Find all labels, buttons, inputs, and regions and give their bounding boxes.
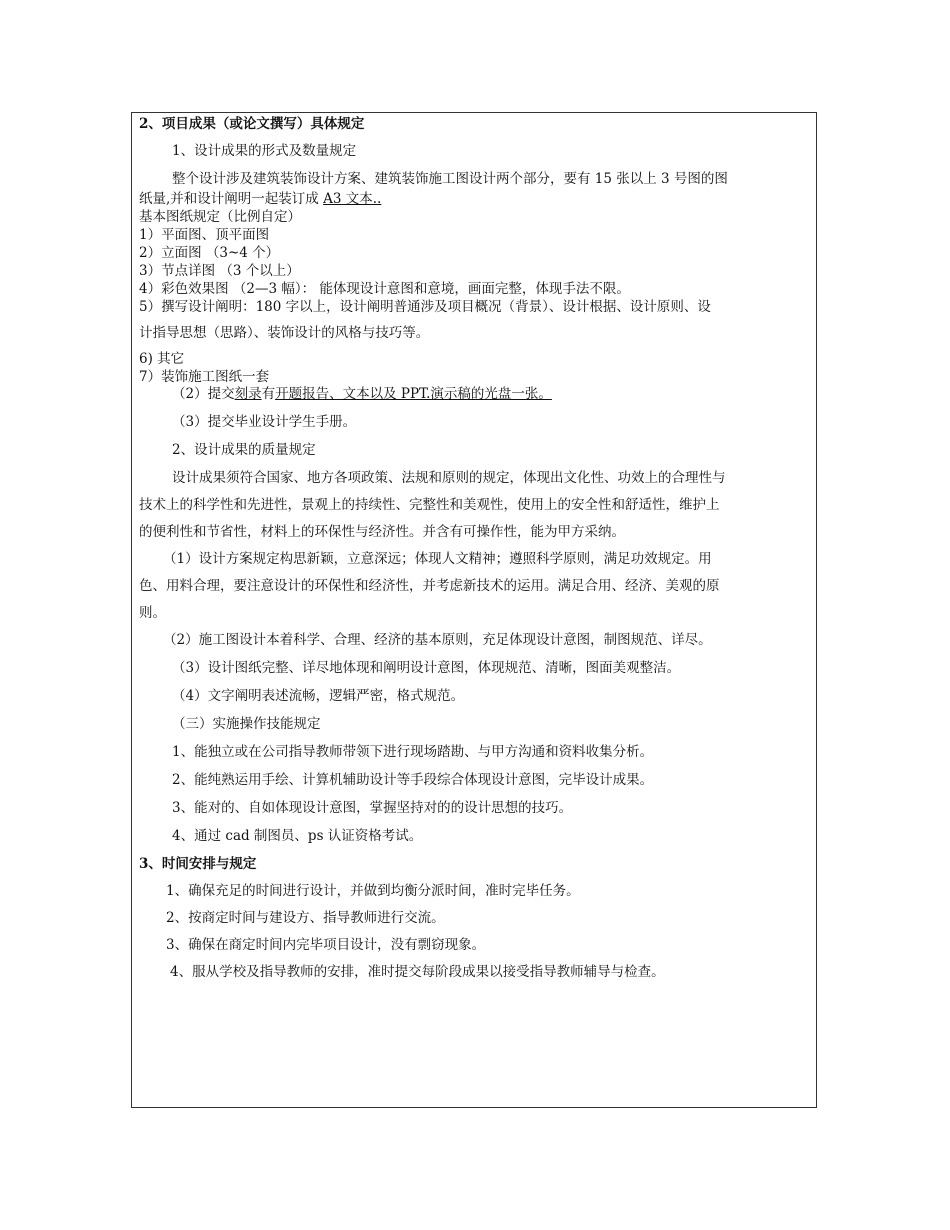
time-item: 4、服从学校及指导教师的安排，准时提交每阶段成果以接受指导教师辅导与检查。 (170, 964, 665, 980)
skill-item: 4、通过 cad 制图员、ps 认证资格考试。 (172, 828, 423, 844)
submission-item-2: （2）提交刻录有开题报告、文本以及 PPT.演示稿的光盘一张。 (172, 386, 552, 402)
subsection-2-title: 2、设计成果的质量规定 (172, 442, 316, 458)
quality-item-1: （1）设计方案规定构思新颖，立意深远；体现人文精神；遵照科学原则，满足功效规定。用 (163, 551, 712, 567)
list-item: 4）彩色效果图 （2—3 幅）： 能体现设计意图和意境，画面完整，体现手法不限。 (139, 281, 630, 297)
subsection-1-title: 1、设计成果的形式及数量规定 (172, 143, 357, 159)
time-item: 2、按商定时间与建设方、指导教师进行交流。 (166, 910, 445, 926)
list-item: 1）平面图、顶平面图 (139, 227, 270, 243)
time-item: 1、确保充足的时间进行设计，并做到均衡分派时间，准时完毕任务。 (166, 883, 580, 899)
quality-item-3: （3）设计图纸完整、详尽地体现和阐明设计意图，体现规范、清晰，图面美观整洁。 (172, 660, 681, 676)
list-item: 7）装饰施工图纸一套 (139, 369, 270, 385)
underlined-text: A3 文本.. (323, 191, 382, 207)
paragraph-line: 设计成果须符合国家、地方各项政策、法规和原则的规定，体现出文化性、功效上的合理性与 (172, 470, 726, 486)
section-3-title: 3、时间安排与规定 (139, 856, 257, 872)
underlined-text: 刻录 (234, 386, 262, 402)
basic-drawings-title: 基本图纸规定（比例自定） (139, 209, 301, 225)
quality-item-2: （2）施工图设计本着科学、合理、经济的基本原则，充足体现设计意图，制图规范、详尽。 (163, 632, 712, 648)
paragraph-line: 色、用料合理，要注意设计的环保性和经济性，并考虑新技术的运用。满足合用、经济、美观的原 (139, 578, 720, 594)
underlined-text: 开题报告、文本以及 PPT.演示稿的光盘一张。 (275, 386, 552, 402)
quality-item-4: （4）文字阐明表述流畅，逻辑严密，格式规范。 (172, 688, 465, 704)
paragraph-line: 的便利性和节省性，材料上的环保性与经济性。并含有可操作性，能为甲方采纳。 (139, 524, 625, 540)
list-item: 5）撰写设计阐明：180 字以上，设计阐明普通涉及项目概况（背景）、设计根据、设计原则、设 (139, 299, 711, 315)
skill-item: 1、能独立或在公司指导教师带领下进行现场踏勘、与甲方沟通和资料收集分析。 (172, 744, 654, 760)
list-item: 2）立面图 （3~4 个） (139, 245, 280, 261)
subsection-3-title: （三）实施操作技能规定 (172, 716, 321, 732)
paragraph-line: 技术上的科学性和先进性，景观上的持续性、完整性和美观性，使用上的安全性和舒适性，维护上 (139, 497, 720, 513)
paragraph-line: 整个设计涉及建筑装饰设计方案、建筑装饰施工图设计两个部分，要有 15 张以上 3 号图的图 (172, 171, 728, 187)
submission-item-3: （3）提交毕业设计学生手册。 (172, 414, 357, 430)
list-item: 3）节点详图 （3 个以上） (139, 263, 300, 279)
list-item-continued: 计指导思想（思路）、装饰设计的风格与技巧等。 (139, 325, 430, 341)
skill-item: 3、能对的、自如体现设计意图，掌握坚持对的的设计思想的技巧。 (172, 800, 573, 816)
time-item: 3、确保在商定时间内完毕项目设计，没有剽窃现象。 (166, 937, 486, 953)
skill-item: 2、能纯熟运用手绘、计算机辅助设计等手段综合体现设计意图，完毕设计成果。 (172, 772, 654, 788)
list-item: 6) 其它 (139, 351, 185, 367)
section-2-title: 2、项目成果（或论文撰写）具体规定 (139, 116, 365, 132)
paragraph-line: 则。 (139, 605, 166, 621)
paragraph-line: 纸量,并和设计阐明一起装订成 A3 文本.. (139, 191, 382, 207)
